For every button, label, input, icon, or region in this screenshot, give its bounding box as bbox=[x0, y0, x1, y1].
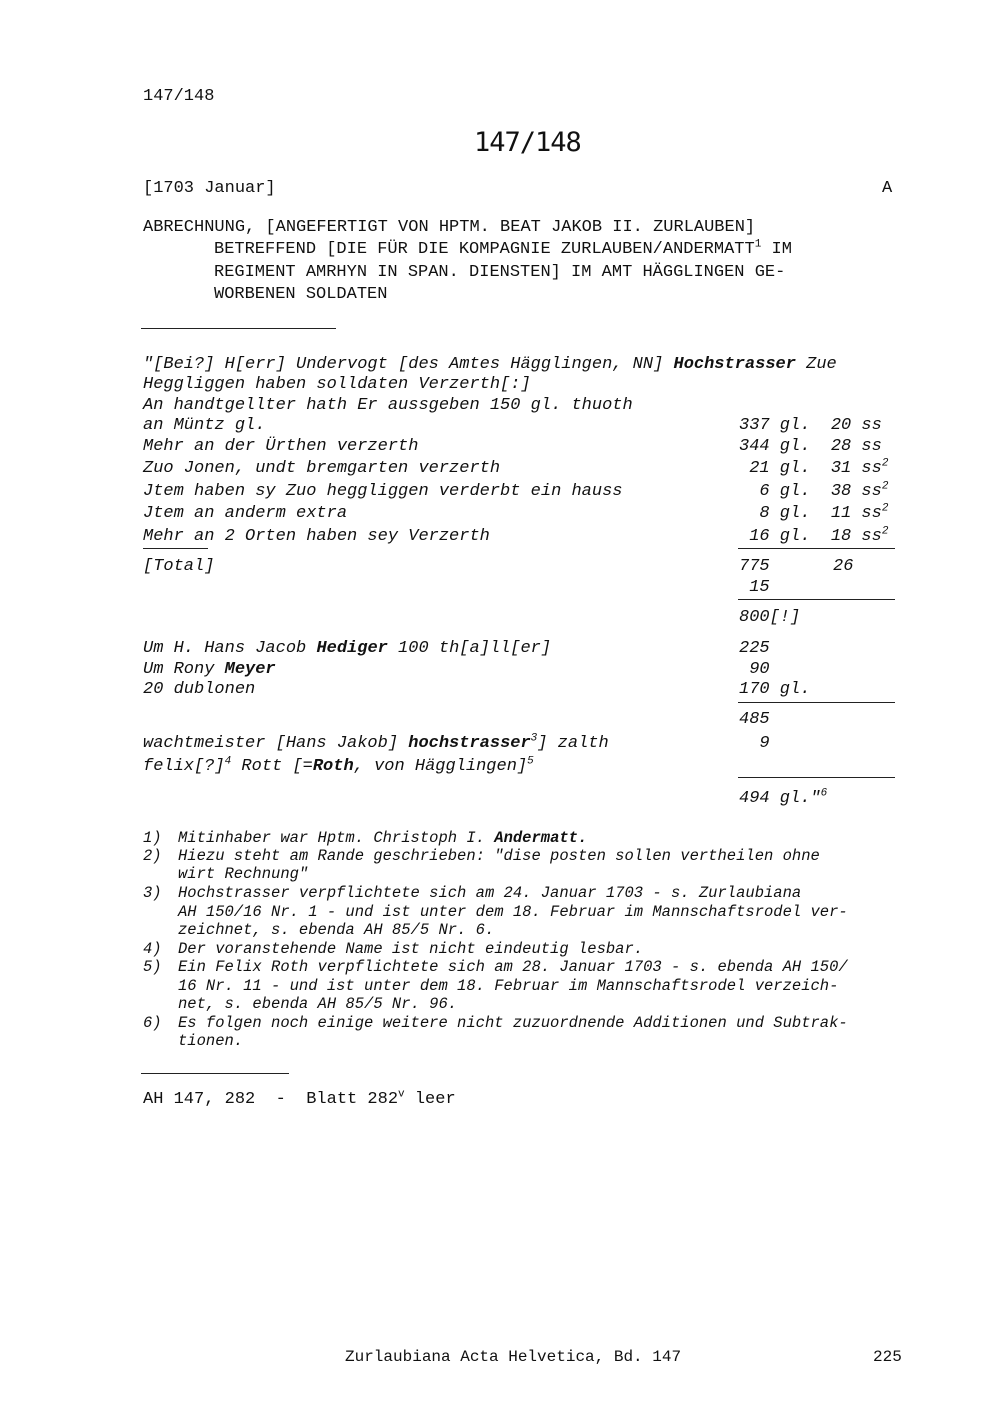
title-line-2 bbox=[214, 240, 792, 259]
account-row bbox=[143, 527, 903, 549]
footnote-text: Hiezu steht am Rande geschrieben: "dise posten sollen vertheilen ohne bbox=[178, 847, 820, 865]
footnote-ref-5: 5 bbox=[527, 755, 534, 768]
sum-line-1 bbox=[738, 548, 895, 549]
row-label: an Müntz gl. bbox=[143, 416, 266, 435]
felix-tail: , von Hägglingen] bbox=[353, 757, 528, 776]
intro-line-3: An handtgellter hath Er aussgeben 150 gl. thuoth bbox=[143, 396, 633, 415]
footnote-text: Ein Felix Roth verpflichtete sich am 28. Januar 1703 - s. ebenda AH 150/ bbox=[178, 958, 848, 976]
wachtmeister-line bbox=[143, 734, 609, 753]
footnote-text: tionen. bbox=[178, 1032, 244, 1050]
footnote-2 bbox=[143, 847, 820, 866]
row-amount-text: 8 gl. 11 ss bbox=[739, 504, 882, 523]
footnote-text: 16 Nr. 11 - und ist unter dem 18. Februar im Mannschaftsrodel verzeich- bbox=[178, 977, 839, 995]
source-divider bbox=[141, 1073, 289, 1074]
sum-line-2 bbox=[738, 599, 895, 600]
account-row bbox=[143, 437, 903, 459]
footnote-number: 2) bbox=[143, 847, 162, 865]
account-row bbox=[143, 504, 903, 526]
sum-line-3 bbox=[738, 702, 895, 703]
carry-amount: 15 bbox=[739, 578, 770, 597]
verso-mark: v bbox=[398, 1088, 405, 1101]
title-divider bbox=[141, 328, 336, 329]
footnote-2-cont bbox=[143, 865, 308, 884]
source-tail: leer bbox=[404, 1090, 456, 1109]
label-underline bbox=[143, 548, 208, 549]
page-reference-small: 147/148 bbox=[143, 87, 215, 106]
felix-name: felix[?] bbox=[143, 757, 225, 776]
row-label: Zuo Jonen, undt bremgarten verzerth bbox=[143, 459, 501, 478]
total-gl: 775 bbox=[739, 557, 770, 576]
row-label: Jtem an anderm extra bbox=[143, 504, 348, 523]
row-amount bbox=[739, 527, 888, 546]
title-line-3: REGIMENT AMRHYN IN SPAN. DIENSTEN] IM AMT HÄGGLINGEN GE- bbox=[214, 263, 786, 282]
footnote-text: Mitinhaber war Hptm. Christoph I. bbox=[178, 829, 495, 847]
footnote-3 bbox=[143, 884, 801, 903]
row-amount-text: 344 gl. 28 ss bbox=[739, 437, 882, 456]
sum-800: 800[!] bbox=[739, 608, 801, 627]
footnote-1 bbox=[143, 829, 587, 848]
footnote-number: 3) bbox=[143, 884, 162, 902]
footnote-text: wirt Rechnung" bbox=[178, 865, 309, 883]
row-amount-text: 6 gl. 38 ss bbox=[739, 482, 882, 501]
footnote-5-cont bbox=[143, 977, 838, 996]
publication-title: Zurlaubiana Acta Helvetica, Bd. 147 bbox=[345, 1348, 682, 1366]
title-line-4: WORBENEN SOLDATEN bbox=[214, 285, 388, 304]
footnote-number: 1) bbox=[143, 829, 162, 847]
wachtmeister-prefix: wachtmeister [Hans Jakob] bbox=[143, 734, 409, 753]
footnote-3-cont bbox=[143, 921, 494, 940]
footnote-number: 4) bbox=[143, 940, 162, 958]
intro-line-2: Heggliggen haben solldaten Verzerth[:] bbox=[143, 375, 531, 394]
final-total-text: 494 gl." bbox=[739, 789, 821, 808]
footnote-ref-3: 3 bbox=[530, 732, 538, 745]
footnote-text: Hochstrasser verpflichtete sich am 24. Januar 1703 - s. Zurlaubiana bbox=[178, 884, 802, 902]
page-number: 225 bbox=[873, 1348, 902, 1366]
name-meyer: Meyer bbox=[224, 660, 276, 679]
row-amount bbox=[739, 459, 888, 478]
meyer-line bbox=[143, 660, 276, 679]
name-andermatt: Andermatt bbox=[494, 829, 578, 847]
footnote-number: 5) bbox=[143, 958, 162, 976]
row-amount bbox=[739, 482, 888, 501]
source-reference bbox=[143, 1090, 456, 1109]
footnote-number: 6) bbox=[143, 1014, 162, 1032]
sum-485: 485 bbox=[739, 710, 770, 729]
title-line-2-text: BETREFFEND [DIE FÜR DIE KOMPAGNIE ZURLAUBEN/ANDERMATT bbox=[214, 240, 755, 259]
footnote-5-cont bbox=[143, 995, 457, 1014]
sum-line-4 bbox=[738, 777, 895, 778]
account-row bbox=[143, 459, 903, 481]
felix-line bbox=[143, 757, 534, 776]
row-footnote: 2 bbox=[881, 457, 889, 470]
footnote-text: Es folgen noch einige weitere nicht zuzuordnende Additionen und Subtrak- bbox=[178, 1014, 848, 1032]
footnote-text: net, s. ebenda AH 85/5 Nr. 96. bbox=[178, 995, 458, 1013]
source-text: AH 147, 282 - Blatt 282 bbox=[143, 1090, 399, 1109]
footnote-4 bbox=[143, 940, 643, 959]
dublonen-amount: 170 gl. bbox=[739, 680, 811, 699]
footnote-text: Der voranstehende Name ist nicht eindeutig lesbar. bbox=[178, 940, 644, 958]
intro-tail: Zue bbox=[795, 355, 837, 374]
total-label: [Total] bbox=[143, 557, 215, 576]
row-label: Mehr an 2 Orten haben sey Verzerth bbox=[143, 527, 490, 546]
row-label: Mehr an der Ürthen verzerth bbox=[143, 437, 419, 456]
row-footnote: 2 bbox=[881, 525, 889, 538]
footnote-ref-6: 6 bbox=[820, 787, 828, 800]
footnote-tail: . bbox=[577, 829, 588, 847]
row-label: Jtem haben sy Zuo heggliggen verderbt ein hauss bbox=[143, 482, 623, 501]
hediger-amount: 225 bbox=[739, 639, 770, 658]
hediger-suffix: 100 th[a]ll[er] bbox=[387, 639, 552, 658]
hediger-line bbox=[143, 639, 551, 658]
hediger-prefix: Um H. Hans Jacob bbox=[143, 639, 317, 658]
row-amount bbox=[739, 416, 882, 435]
footnote-6 bbox=[143, 1014, 848, 1033]
name-hochstrasser-2: hochstrasser bbox=[408, 734, 531, 753]
row-footnote: 2 bbox=[881, 480, 889, 493]
footnote-6-cont bbox=[143, 1032, 243, 1051]
footnote-ref-1: 1 bbox=[754, 238, 762, 251]
total-ss: 26 bbox=[833, 557, 854, 576]
felix-text: Rott [= bbox=[231, 757, 313, 776]
name-hediger: Hediger bbox=[316, 639, 388, 658]
footnote-5 bbox=[143, 958, 848, 977]
document-date: [1703 Januar] bbox=[143, 179, 276, 198]
footnote-ref-4: 4 bbox=[224, 755, 232, 768]
title-line-1: ABRECHNUNG, [ANGEFERTIGT VON HPTM. BEAT JAKOB II. ZURLAUBEN] bbox=[143, 218, 756, 237]
page-reference-large: 147/148 bbox=[474, 127, 581, 158]
footnote-text: AH 150/16 Nr. 1 - und ist unter dem 18. Februar im Mannschaftsrodel ver- bbox=[178, 903, 848, 921]
document-letter: A bbox=[882, 179, 893, 198]
wachtmeister-suffix: ] zalth bbox=[537, 734, 609, 753]
meyer-prefix: Um Rony bbox=[143, 660, 225, 679]
account-row bbox=[143, 416, 903, 438]
dublonen-line: 20 dublonen bbox=[143, 680, 256, 699]
row-footnote: 2 bbox=[881, 502, 889, 515]
row-amount bbox=[739, 437, 882, 456]
meyer-amount: 90 bbox=[739, 660, 770, 679]
row-amount-text: 337 gl. 20 ss bbox=[739, 416, 882, 435]
footnote-3-cont bbox=[143, 903, 848, 922]
name-roth: Roth bbox=[312, 757, 354, 776]
final-total bbox=[739, 789, 827, 808]
name-hochstrasser: Hochstrasser bbox=[673, 355, 796, 374]
row-amount bbox=[739, 504, 888, 523]
title-line-2-tail: IM bbox=[761, 240, 792, 259]
row-amount-text: 21 gl. 31 ss bbox=[739, 459, 882, 478]
row-amount-text: 16 gl. 18 ss bbox=[739, 527, 882, 546]
intro-text: "[Bei?] H[err] Undervogt [des Amtes Hägglingen, NN] bbox=[143, 355, 674, 374]
footnote-text: zeichnet, s. ebenda AH 85/5 Nr. 6. bbox=[178, 921, 495, 939]
wachtmeister-amount: 9 bbox=[739, 734, 770, 753]
intro-line-1 bbox=[143, 355, 837, 374]
account-row bbox=[143, 482, 903, 504]
